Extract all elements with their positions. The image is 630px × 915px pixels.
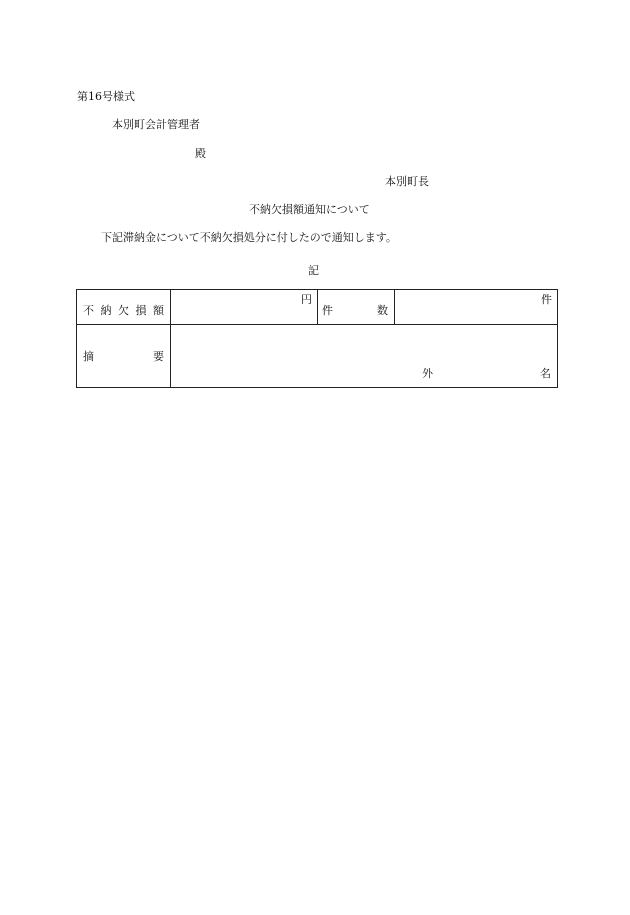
table-row [77,325,558,388]
table-row [77,290,558,325]
document-title: 不納欠損額通知について [249,203,370,216]
yen-unit: 円 [301,293,312,306]
count-label-cell [318,290,395,325]
notice-table [76,289,558,388]
summary-value-cell [171,325,558,388]
ki-label: 記 [308,264,319,277]
summary-label-cell [77,325,171,388]
body-text: 下記滞納金について不納欠損処分に付したので通知します。 [101,231,397,244]
count-value-cell [395,290,558,325]
amount-label: 不 納 欠 損 額 [83,304,164,317]
count-unit: 件 [541,293,552,306]
count-label: 件 数 [322,304,388,317]
form-number: 第16号様式 [77,90,135,103]
others-label: 外 名 [422,367,551,380]
sender: 本別町長 [385,175,429,188]
honorific: 殿 [195,147,206,160]
summary-label: 摘 要 [83,350,164,363]
addressee: 本別町会計管理者 [112,118,200,131]
amount-label-cell [77,290,171,325]
amount-value-cell [171,290,318,325]
